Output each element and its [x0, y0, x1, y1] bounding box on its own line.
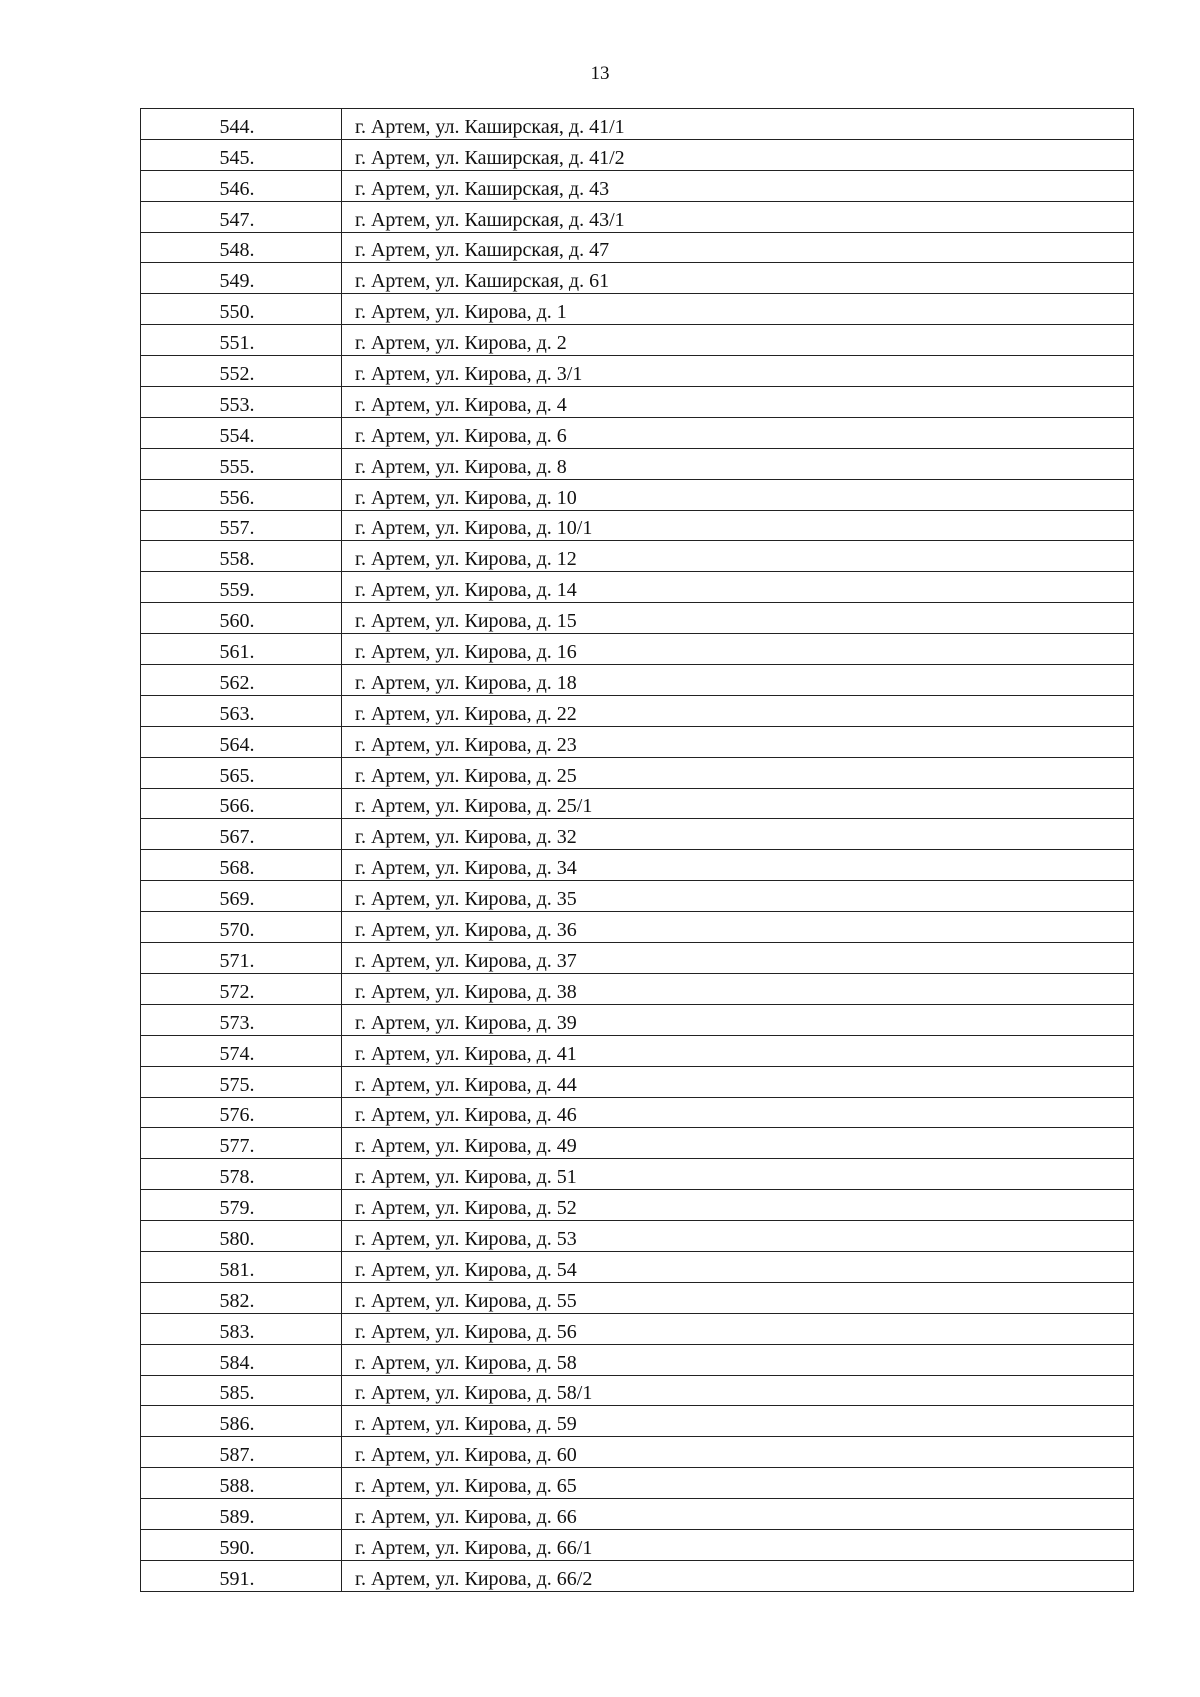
row-number-cell: [141, 757, 342, 788]
table-row: [141, 603, 1134, 634]
address-cell: [342, 634, 1134, 665]
address-cell: [342, 109, 1134, 140]
row-number-cell: [141, 294, 342, 325]
address-cell: [342, 1499, 1134, 1530]
row-number-cell: [141, 1344, 342, 1375]
table-row: [141, 263, 1134, 294]
row-number: 575.: [219, 1073, 255, 1096]
row-number: 550.: [219, 301, 255, 324]
address-cell: [342, 1035, 1134, 1066]
table-row: [141, 510, 1134, 541]
row-number: 591.: [219, 1567, 255, 1590]
address-text: г. Артем, ул. Кирова, д. 8: [355, 455, 567, 478]
address-text: г. Артем, ул. Кирова, д. 37: [355, 949, 577, 972]
row-number-cell: [141, 1529, 342, 1560]
address-text: г. Артем, ул. Кирова, д. 66/2: [355, 1567, 593, 1590]
row-number: 590.: [219, 1536, 255, 1559]
address-cell: [342, 510, 1134, 541]
address-cell: [342, 1406, 1134, 1437]
address-text: г. Артем, ул. Кирова, д. 23: [355, 733, 577, 756]
row-number-cell: [141, 263, 342, 294]
address-cell: [342, 912, 1134, 943]
address-text: г. Артем, ул. Кирова, д. 38: [355, 980, 577, 1003]
table-row: [141, 788, 1134, 819]
address-cell: [342, 1128, 1134, 1159]
address-text: г. Артем, ул. Кирова, д. 44: [355, 1073, 577, 1096]
table-row: [141, 448, 1134, 479]
table-row: [141, 912, 1134, 943]
row-number: 570.: [219, 919, 255, 942]
address-cell: [342, 294, 1134, 325]
row-number-cell: [141, 1097, 342, 1128]
table-row: [141, 294, 1134, 325]
table-row: [141, 1529, 1134, 1560]
address-cell: [342, 170, 1134, 201]
row-number-cell: [141, 139, 342, 170]
row-number-cell: [141, 1128, 342, 1159]
row-number: 577.: [219, 1135, 255, 1158]
address-cell: [342, 417, 1134, 448]
row-number-cell: [141, 912, 342, 943]
table-row: [141, 1251, 1134, 1282]
row-number: 565.: [219, 764, 255, 787]
address-cell: [342, 1004, 1134, 1035]
table-row: [141, 973, 1134, 1004]
row-number-cell: [141, 232, 342, 263]
table-row: [141, 665, 1134, 696]
row-number: 545.: [219, 146, 255, 169]
address-cell: [342, 1282, 1134, 1313]
address-cell: [342, 479, 1134, 510]
row-number: 567.: [219, 826, 255, 849]
row-number-cell: [141, 572, 342, 603]
table-row: [141, 881, 1134, 912]
row-number: 556.: [219, 486, 255, 509]
address-text: г. Артем, ул. Кирова, д. 52: [355, 1197, 577, 1220]
row-number-cell: [141, 417, 342, 448]
row-number: 566.: [219, 795, 255, 818]
address-text: г. Артем, ул. Каширская, д. 43: [355, 177, 610, 200]
table-row: [141, 1499, 1134, 1530]
address-text: г. Артем, ул. Кирова, д. 56: [355, 1320, 577, 1343]
address-cell: [342, 1313, 1134, 1344]
address-cell: [342, 1437, 1134, 1468]
row-number: 586.: [219, 1413, 255, 1436]
row-number: 572.: [219, 980, 255, 1003]
row-number-cell: [141, 1282, 342, 1313]
address-cell: [342, 881, 1134, 912]
row-number-cell: [141, 1251, 342, 1282]
address-text: г. Артем, ул. Каширская, д. 41/2: [355, 146, 625, 169]
table-row: [141, 726, 1134, 757]
table-row: [141, 943, 1134, 974]
table-row: [141, 139, 1134, 170]
address-text: г. Артем, ул. Кирова, д. 1: [355, 301, 567, 324]
address-cell: [342, 448, 1134, 479]
address-cell: [342, 1560, 1134, 1591]
row-number-cell: [141, 1468, 342, 1499]
address-cell: [342, 1375, 1134, 1406]
address-text: г. Артем, ул. Кирова, д. 58/1: [355, 1382, 593, 1405]
address-text: г. Артем, ул. Кирова, д. 15: [355, 610, 577, 633]
address-cell: [342, 1097, 1134, 1128]
row-number: 561.: [219, 641, 255, 664]
row-number-cell: [141, 695, 342, 726]
row-number-cell: [141, 1159, 342, 1190]
table-row: [141, 1282, 1134, 1313]
row-number: 557.: [219, 517, 255, 540]
table-row: [141, 850, 1134, 881]
row-number: 587.: [219, 1444, 255, 1467]
table-row: [141, 1035, 1134, 1066]
row-number-cell: [141, 201, 342, 232]
address-text: г. Артем, ул. Кирова, д. 6: [355, 424, 567, 447]
address-text: г. Артем, ул. Кирова, д. 55: [355, 1289, 577, 1312]
table-row: [141, 1313, 1134, 1344]
address-cell: [342, 232, 1134, 263]
row-number-cell: [141, 1004, 342, 1035]
address-text: г. Артем, ул. Кирова, д. 25/1: [355, 795, 593, 818]
address-text: г. Артем, ул. Кирова, д. 2: [355, 332, 567, 355]
address-text: г. Артем, ул. Кирова, д. 36: [355, 919, 577, 942]
address-cell: [342, 541, 1134, 572]
address-cell: [342, 695, 1134, 726]
table-row: [141, 417, 1134, 448]
row-number-cell: [141, 1437, 342, 1468]
address-cell: [342, 757, 1134, 788]
row-number-cell: [141, 1313, 342, 1344]
table-row: [141, 1468, 1134, 1499]
table-row: [141, 1221, 1134, 1252]
address-text: г. Артем, ул. Кирова, д. 59: [355, 1413, 577, 1436]
row-number: 558.: [219, 548, 255, 571]
address-text: г. Артем, ул. Кирова, д. 46: [355, 1104, 577, 1127]
address-cell: [342, 665, 1134, 696]
row-number: 549.: [219, 270, 255, 293]
row-number-cell: [141, 943, 342, 974]
row-number: 569.: [219, 888, 255, 911]
row-number-cell: [141, 1560, 342, 1591]
address-text: г. Артем, ул. Каширская, д. 61: [355, 270, 610, 293]
row-number: 552.: [219, 363, 255, 386]
address-cell: [342, 139, 1134, 170]
row-number-cell: [141, 1406, 342, 1437]
address-text: г. Артем, ул. Кирова, д. 35: [355, 888, 577, 911]
row-number: 553.: [219, 393, 255, 416]
table-row: [141, 1128, 1134, 1159]
address-text: г. Артем, ул. Кирова, д. 49: [355, 1135, 577, 1158]
address-text: г. Артем, ул. Кирова, д. 66/1: [355, 1536, 593, 1559]
address-text: г. Артем, ул. Кирова, д. 66: [355, 1505, 577, 1528]
row-number: 578.: [219, 1166, 255, 1189]
address-cell: [342, 788, 1134, 819]
row-number-cell: [141, 726, 342, 757]
row-number-cell: [141, 109, 342, 140]
table-row: [141, 170, 1134, 201]
row-number: 555.: [219, 455, 255, 478]
address-table-body: [141, 109, 1134, 1592]
row-number: 568.: [219, 857, 255, 880]
row-number-cell: [141, 1035, 342, 1066]
row-number: 554.: [219, 424, 255, 447]
row-number-cell: [141, 1066, 342, 1097]
table-row: [141, 634, 1134, 665]
address-cell: [342, 943, 1134, 974]
address-text: г. Артем, ул. Кирова, д. 18: [355, 671, 577, 694]
address-text: г. Артем, ул. Кирова, д. 53: [355, 1227, 577, 1250]
address-text: г. Артем, ул. Кирова, д. 39: [355, 1011, 577, 1034]
row-number: 576.: [219, 1104, 255, 1127]
row-number: 559.: [219, 579, 255, 602]
address-text: г. Артем, ул. Кирова, д. 65: [355, 1475, 577, 1498]
table-row: [141, 757, 1134, 788]
row-number-cell: [141, 603, 342, 634]
address-text: г. Артем, ул. Кирова, д. 41: [355, 1042, 577, 1065]
table-row: [141, 1344, 1134, 1375]
address-cell: [342, 1529, 1134, 1560]
address-cell: [342, 726, 1134, 757]
address-text: г. Артем, ул. Кирова, д. 10/1: [355, 517, 593, 540]
table-row: [141, 1097, 1134, 1128]
table-row: [141, 1190, 1134, 1221]
row-number-cell: [141, 1499, 342, 1530]
table-row: [141, 109, 1134, 140]
address-text: г. Артем, ул. Кирова, д. 34: [355, 857, 577, 880]
address-text: г. Артем, ул. Каширская, д. 43/1: [355, 208, 625, 231]
row-number: 564.: [219, 733, 255, 756]
row-number: 584.: [219, 1351, 255, 1374]
table-row: [141, 695, 1134, 726]
row-number: 581.: [219, 1258, 255, 1281]
address-cell: [342, 356, 1134, 387]
address-cell: [342, 1251, 1134, 1282]
address-text: г. Артем, ул. Каширская, д. 47: [355, 239, 610, 262]
row-number: 544.: [219, 115, 255, 138]
address-text: г. Артем, ул. Кирова, д. 12: [355, 548, 577, 571]
row-number: 589.: [219, 1505, 255, 1528]
page-number: 13: [590, 63, 610, 84]
row-number: 546.: [219, 177, 255, 200]
table-row: [141, 1159, 1134, 1190]
row-number-cell: [141, 325, 342, 356]
row-number: 574.: [219, 1042, 255, 1065]
table-row: [141, 1560, 1134, 1591]
address-text: г. Артем, ул. Кирова, д. 32: [355, 826, 577, 849]
address-text: г. Артем, ул. Кирова, д. 54: [355, 1258, 577, 1281]
address-text: г. Артем, ул. Кирова, д. 10: [355, 486, 577, 509]
table-row: [141, 479, 1134, 510]
table-row: [141, 541, 1134, 572]
row-number-cell: [141, 479, 342, 510]
row-number: 551.: [219, 332, 255, 355]
address-text: г. Артем, ул. Каширская, д. 41/1: [355, 115, 625, 138]
row-number-cell: [141, 634, 342, 665]
row-number: 560.: [219, 610, 255, 633]
address-cell: [342, 387, 1134, 418]
row-number-cell: [141, 356, 342, 387]
row-number: 583.: [219, 1320, 255, 1343]
row-number: 588.: [219, 1475, 255, 1498]
row-number-cell: [141, 510, 342, 541]
row-number: 585.: [219, 1382, 255, 1405]
table-row: [141, 572, 1134, 603]
row-number-cell: [141, 387, 342, 418]
row-number-cell: [141, 973, 342, 1004]
row-number: 580.: [219, 1227, 255, 1250]
table-row: [141, 1004, 1134, 1035]
row-number: 547.: [219, 208, 255, 231]
address-table: [140, 108, 1134, 1592]
address-cell: [342, 263, 1134, 294]
row-number-cell: [141, 665, 342, 696]
address-cell: [342, 1159, 1134, 1190]
row-number-cell: [141, 448, 342, 479]
address-cell: [342, 201, 1134, 232]
row-number-cell: [141, 819, 342, 850]
row-number: 582.: [219, 1289, 255, 1312]
address-cell: [342, 850, 1134, 881]
address-text: г. Артем, ул. Кирова, д. 22: [355, 702, 577, 725]
address-cell: [342, 819, 1134, 850]
row-number: 573.: [219, 1011, 255, 1034]
row-number: 579.: [219, 1197, 255, 1220]
address-cell: [342, 973, 1134, 1004]
address-cell: [342, 1344, 1134, 1375]
address-text: г. Артем, ул. Кирова, д. 51: [355, 1166, 577, 1189]
address-text: г. Артем, ул. Кирова, д. 25: [355, 764, 577, 787]
row-number-cell: [141, 541, 342, 572]
table-row: [141, 356, 1134, 387]
row-number: 571.: [219, 949, 255, 972]
address-cell: [342, 603, 1134, 634]
row-number-cell: [141, 881, 342, 912]
address-cell: [342, 325, 1134, 356]
row-number: 562.: [219, 671, 255, 694]
table-row: [141, 819, 1134, 850]
row-number-cell: [141, 1375, 342, 1406]
address-text: г. Артем, ул. Кирова, д. 16: [355, 641, 577, 664]
table-row: [141, 1406, 1134, 1437]
address-text: г. Артем, ул. Кирова, д. 14: [355, 579, 577, 602]
table-row: [141, 387, 1134, 418]
row-number-cell: [141, 788, 342, 819]
address-text: г. Артем, ул. Кирова, д. 60: [355, 1444, 577, 1467]
table-row: [141, 325, 1134, 356]
table-row: [141, 1375, 1134, 1406]
row-number-cell: [141, 1190, 342, 1221]
row-number: 548.: [219, 239, 255, 262]
address-cell: [342, 1221, 1134, 1252]
address-text: г. Артем, ул. Кирова, д. 3/1: [355, 363, 583, 386]
table-row: [141, 201, 1134, 232]
row-number-cell: [141, 1221, 342, 1252]
address-text: г. Артем, ул. Кирова, д. 58: [355, 1351, 577, 1374]
address-cell: [342, 572, 1134, 603]
row-number: 563.: [219, 702, 255, 725]
row-number-cell: [141, 850, 342, 881]
table-row: [141, 232, 1134, 263]
row-number-cell: [141, 170, 342, 201]
address-cell: [342, 1066, 1134, 1097]
address-cell: [342, 1468, 1134, 1499]
address-text: г. Артем, ул. Кирова, д. 4: [355, 393, 567, 416]
address-cell: [342, 1190, 1134, 1221]
table-row: [141, 1066, 1134, 1097]
table-row: [141, 1437, 1134, 1468]
